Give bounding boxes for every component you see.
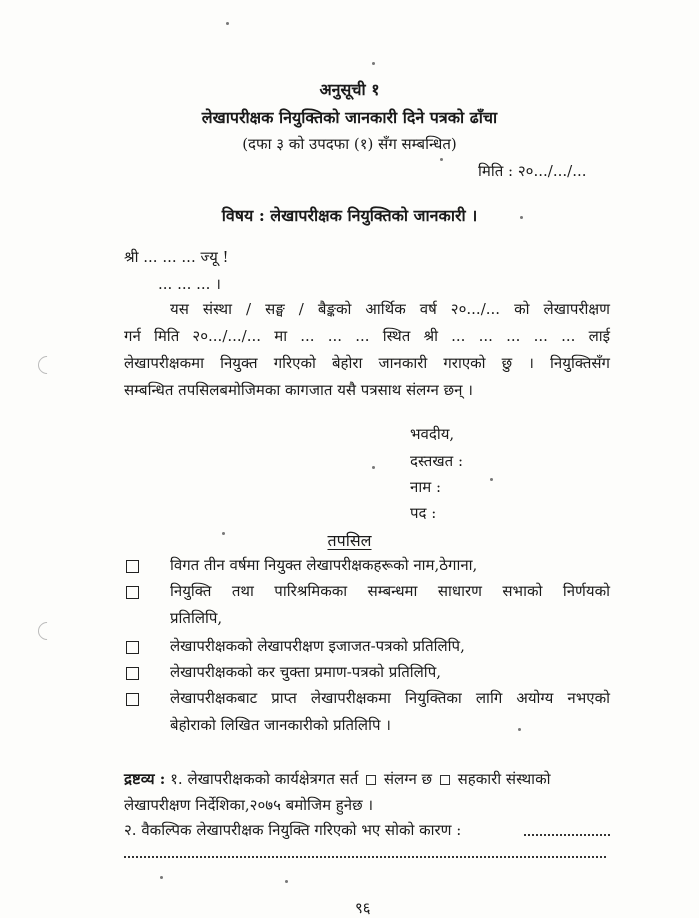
date-line: मिति : २०.../.../... [478,162,587,180]
fill-in-blank[interactable] [124,856,606,858]
position-label: पद : [410,504,437,522]
body-line: गर्न मिति २०.../.../... मा ... ... ... स्थित श्री ... ... ... ... ... लाई [124,327,610,345]
body-line: यस संस्था / सङ्घ / बैङ्कको आर्थिक वर्ष २०.../... को लेखापरीक्षण [170,300,610,318]
annex-item-continued: बेहोराको लिखित जानकारीको प्रतिलिपि । [170,716,391,734]
note-text: सहकारी संस्थाको [457,770,551,788]
annex-heading: तपसिल [327,531,372,550]
address-line: ... ... ... । [158,275,221,293]
scan-speck [160,876,163,879]
checkbox[interactable] [126,641,139,654]
checkbox[interactable] [126,586,139,599]
scan-speck [440,158,443,161]
inline-checkbox[interactable] [366,775,376,785]
note-line-3: २. वैकल्पिक लेखापरीक्षक नियुक्ति गरिएको भए सोको कारण : [124,821,462,839]
signature-label: दस्तखत : [410,452,463,470]
note-line-2: लेखापरीक्षण निर्देशिका,२०७५ बमोजिम हुनेछ । [124,796,374,814]
annex-item: नियुक्ति तथा पारिश्रमिकका सम्बन्धमा साधारण सभाको निर्णयको [170,582,610,600]
scan-speck [490,478,493,481]
scan-speck [372,466,375,469]
note-text: संलग्न छ [383,770,433,788]
annex-item: लेखापरीक्षकको कर चुक्ता प्रमाण-पत्रको प्रतिलिपि, [170,663,441,681]
inline-checkbox[interactable] [440,775,450,785]
scan-speck [518,728,521,731]
body-line: सम्बन्धित तपसिलबमोजिमका कागजात यसै पत्रसाथ संलग्न छन् । [124,381,473,399]
form-title: लेखापरीक्षक नियुक्तिको जानकारी दिने पत्रको ढाँचा [201,108,498,127]
scan-speck [372,62,375,65]
annex-item: लेखापरीक्षकबाट प्राप्त लेखापरीक्षकमा नियुक्तिका लागि अयोग्य नभएको [170,689,610,707]
note-line-1 [124,769,550,789]
annex-item: विगत तीन वर्षमा नियुक्त लेखापरीक्षकहरूको नाम,ठेगाना, [170,556,478,574]
scan-speck [285,880,288,883]
fill-in-blank[interactable] [524,834,610,836]
regards-label: भवदीय, [410,425,455,443]
annex-item-continued: प्रतिलिपि, [170,609,223,627]
addressee-line: श्री ... ... ... ज्यू ! [124,248,229,266]
schedule-label: अनुसूची १ [319,80,380,99]
page-number: ९६ [355,899,371,917]
checkbox[interactable] [126,693,139,706]
body-line: लेखापरीक्षकमा नियुक्त गरिएको बेहोरा जानकारी गराएको छु । नियुक्तिसँग [124,354,610,372]
subject-line: विषय : लेखापरीक्षक नियुक्तिको जानकारी । [221,206,478,225]
punch-hole-mark [34,352,59,377]
note-text: १. लेखापरीक्षकको कार्यक्षेत्रगत सर्त [170,770,359,788]
name-label: नाम : [410,478,442,496]
checkbox[interactable] [126,560,139,573]
form-subtitle: (दफा ३ को उपदफा (१) सँग सम्बन्धित) [242,135,457,153]
note-label: द्रष्टव्य : [124,770,166,788]
punch-hole-mark [34,618,59,643]
scan-speck [226,22,229,25]
checkbox[interactable] [126,667,139,680]
annex-item: लेखापरीक्षकको लेखापरीक्षण इजाजत-पत्रको प्रतिलिपि, [170,637,465,655]
